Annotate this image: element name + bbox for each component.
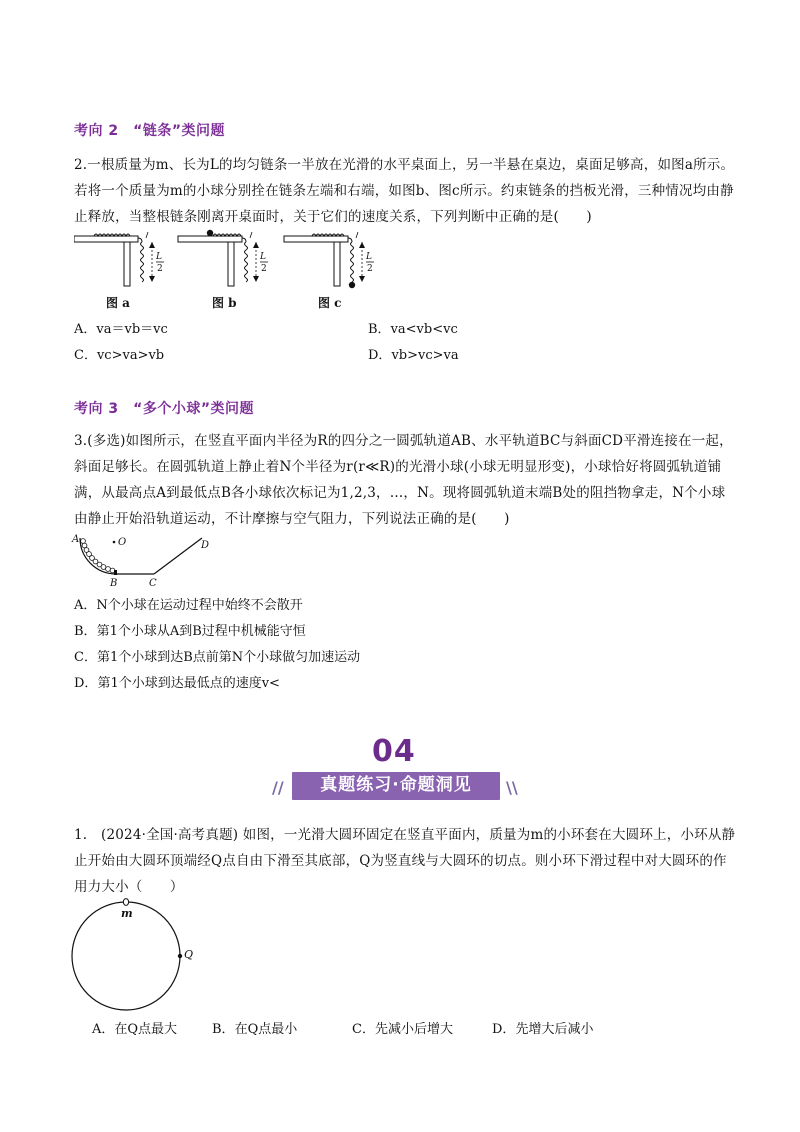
figure-c-caption: 图 c — [318, 296, 342, 310]
option-text: N个小球在运动过程中始终不会散开 — [96, 598, 303, 613]
question-2-text: 2.一根质量为m、长为L的均匀链条一半放在光滑的水平桌面上，另一半悬在桌边，桌面足够高，如图a所示。若将一个质量为m的小球分别拴在链条左端和右端，如图b、图c所示。约束链条的挡板光滑，三种情况均由静止释放，当整根链条刚离开桌面时，关于它们的速度关系，下列判断中正确的是( ) — [74, 157, 735, 225]
option-text: 在Q点最大 — [114, 1022, 178, 1037]
option-label: A． — [74, 598, 97, 613]
q2-option-a[interactable] — [74, 320, 168, 340]
real1-option-c[interactable] — [352, 1020, 453, 1040]
section-number: 04 — [372, 734, 416, 769]
label-Q: Q — [184, 948, 194, 961]
q2-option-c[interactable] — [74, 346, 164, 366]
ring-figure — [70, 896, 210, 1016]
banner-left-deco: // — [272, 778, 284, 797]
label-O: O — [118, 537, 127, 548]
option-text: 第1个小球到达最低点的速度v< — [97, 676, 280, 691]
svg-text:L: L — [366, 252, 372, 262]
q2-option-d[interactable] — [368, 346, 459, 366]
option-text: 先增大后减小 — [515, 1022, 594, 1037]
option-label: D． — [74, 676, 98, 691]
question-real-1-text: 1. (2024·全国·高考真题) 如图，一光滑大圆环固定在竖直平面内，质量为m的小环套在大圆环上，小环从静止开始由大圆环顶端经Q点自由下滑至其底部，Q为竖直线与大圆环的切点。则小环下滑过程中对大圆环的作用力大小（ ） — [74, 827, 736, 895]
option-label: B． — [368, 322, 391, 337]
label-B: B — [110, 578, 118, 588]
q3-option-a[interactable] — [74, 596, 303, 616]
option-label: A． — [74, 322, 97, 337]
option-text: vb>vc>va — [391, 348, 459, 363]
figure-b-caption: 图 b — [212, 296, 237, 310]
real1-option-a[interactable] — [92, 1020, 177, 1040]
option-text: va＝vb＝vc — [96, 322, 168, 337]
option-label: B． — [74, 624, 97, 639]
option-label: C． — [74, 650, 97, 665]
option-text: 先减小后增大 — [374, 1022, 453, 1037]
real1-option-d[interactable] — [492, 1020, 593, 1040]
option-label: C． — [74, 348, 97, 363]
q3-option-c[interactable] — [74, 648, 360, 668]
svg-text:2: 2 — [157, 264, 163, 274]
figure-b — [178, 230, 268, 286]
option-label: B． — [212, 1022, 235, 1037]
svg-text:L: L — [156, 252, 162, 262]
svg-text:L: L — [260, 252, 266, 262]
label-D: D — [201, 540, 210, 551]
option-text: vc>va>vb — [96, 348, 165, 363]
option-text: 第1个小球到达B点前第N个小球做匀加速运动 — [96, 650, 361, 665]
figure-c — [284, 232, 374, 288]
label-A: A — [72, 534, 80, 545]
real1-option-b[interactable] — [212, 1020, 297, 1040]
section-title-chain: 考向 2 “链条”类问题 — [74, 123, 226, 139]
option-label: D． — [492, 1022, 516, 1037]
option-label: C． — [352, 1022, 375, 1037]
option-label: A． — [92, 1022, 115, 1037]
svg-text:2: 2 — [261, 264, 267, 274]
figure-a-caption: 图 a — [106, 296, 130, 310]
section-title-balls: 考向 3 “多个小球”类问题 — [74, 401, 255, 417]
banner-title: 真题练习·命题洞见 — [292, 772, 500, 800]
option-text: 在Q点最小 — [234, 1022, 298, 1037]
option-label: D． — [368, 348, 392, 363]
banner-right-deco: \\ — [506, 778, 518, 797]
svg-text:2: 2 — [367, 264, 373, 274]
option-text: va<vb<vc — [390, 322, 458, 337]
arc-track-figure — [70, 532, 230, 588]
question-3-text: 3.(多选)如图所示，在竖直平面内半径为R的四分之一圆弧轨道AB、水平轨道BC与斜面CD平滑连接在一起，斜面足够长。在圆弧轨道上静止着N个半径为r(r≪R)的光滑小球(小球无明显形变)，小球恰好将圆弧轨道铺满，从最高点A到最低点B各小球依次标记为1,2,3，…，N。现将圆弧轨道末端B处的阻挡物拿走，N个小球由静止开始沿轨道运动，不计摩擦与空气阻力，下列说法正确的是( ) — [74, 433, 733, 527]
label-C: C — [149, 578, 157, 588]
label-m: m — [121, 907, 133, 920]
q2-option-b[interactable] — [368, 320, 458, 340]
q3-option-b[interactable] — [74, 622, 306, 642]
option-text: 第1个小球从A到B过程中机械能守恒 — [96, 624, 306, 639]
figure-a — [74, 232, 164, 286]
q3-option-d[interactable] — [74, 674, 280, 694]
